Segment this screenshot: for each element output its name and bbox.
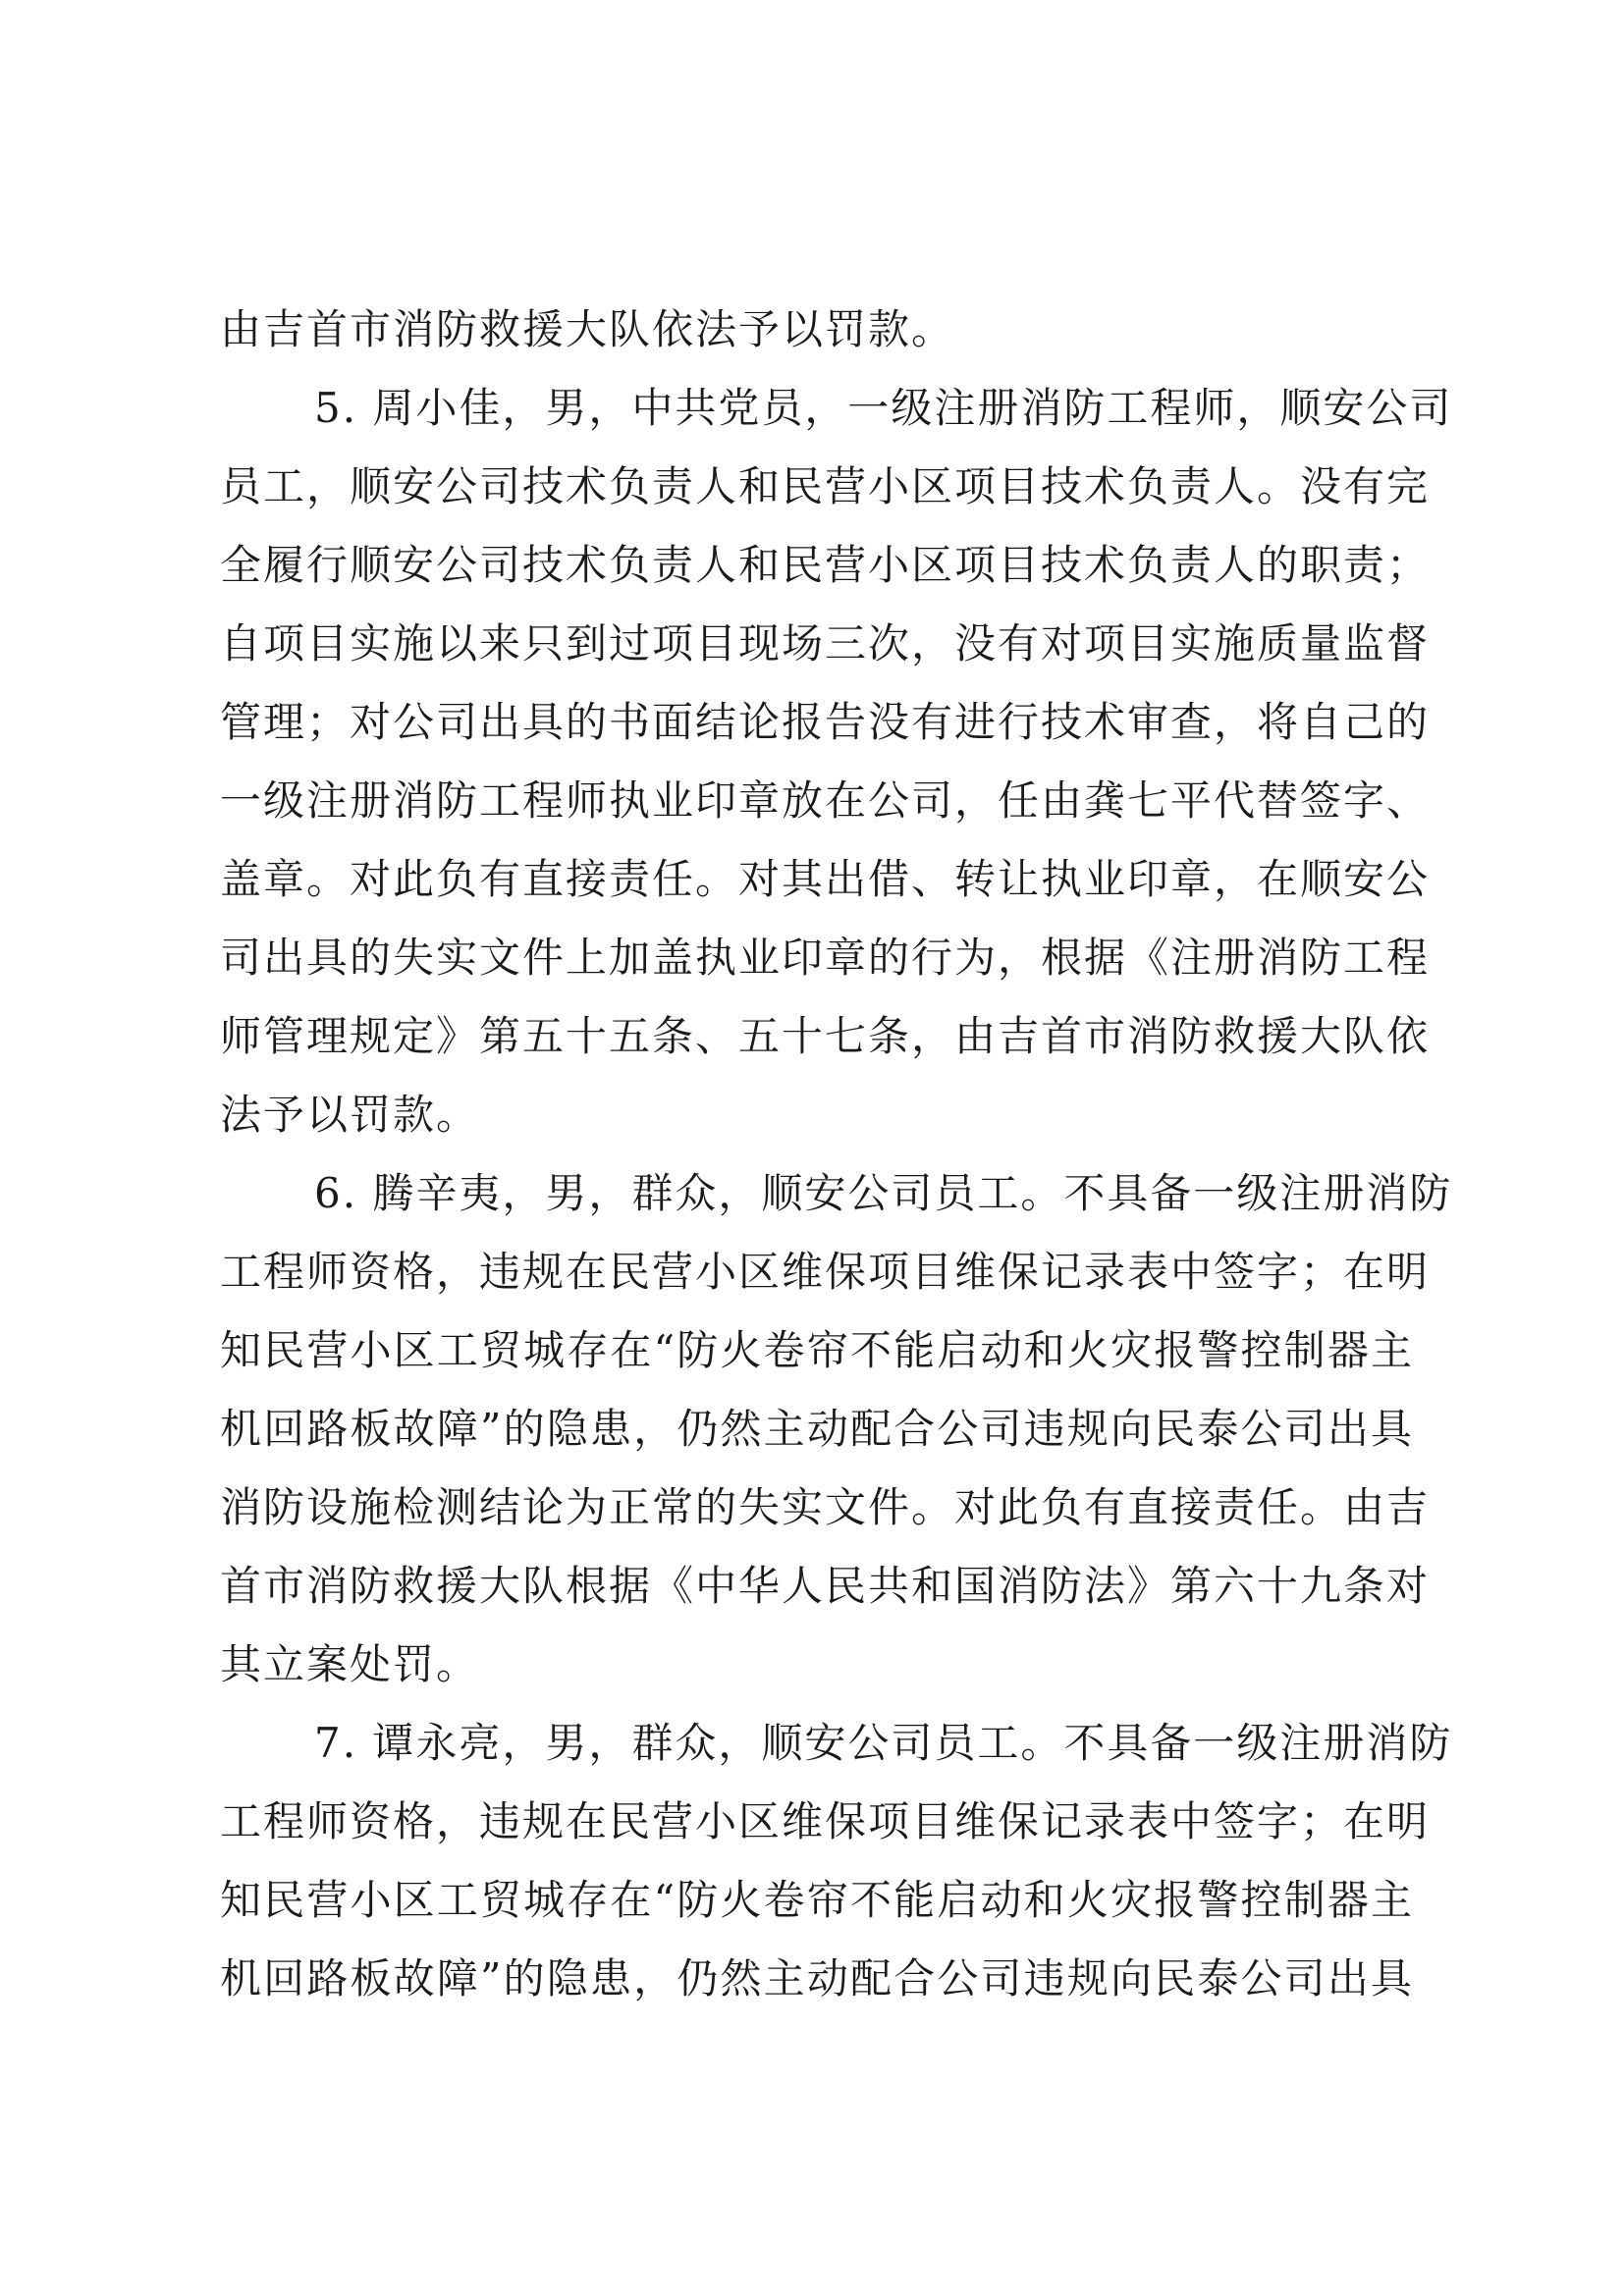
text-line: 师管理规定》第五十五条、五十七条，由吉首市消防救援大队依 [220,1012,1431,1060]
text-line: 其立案处罚。 [220,1640,480,1688]
text-line: 一级注册消防工程师执业印章放在公司，任由龚七平代替签字、 [220,776,1431,825]
text-line: 由吉首市消防救援大队依法予以罚款。 [220,305,955,353]
text-line: 5. 周小佳，男，中共党员，一级注册消防工程师，顺安公司 [314,384,1453,432]
text-line: 机回路板故障”的隐患，仍然主动配合公司违规向民泰公司出具 [220,1405,1414,1453]
text-line: 机回路板故障”的隐患，仍然主动配合公司违规向民泰公司出具 [220,1954,1414,2002]
text-line: 消防设施检测结论为正常的失实文件。对此负有直接责任。由吉 [220,1483,1431,1531]
text-line: 管理；对公司出具的书面结论报告没有进行技术审查，将自己的 [220,698,1431,746]
text-line: 法予以罚款。 [220,1091,480,1139]
text-line: 司出具的失实文件上加盖执业印章的行为，根据《注册消防工程 [220,934,1431,982]
text-line: 员工，顺安公司技术负责人和民营小区项目技术负责人。没有完 [220,462,1431,510]
text-line: 盖章。对此负有直接责任。对其出借、转让执业印章，在顺安公 [220,855,1431,903]
text-line: 首市消防救援大队根据《中华人民共和国消防法》第六十九条对 [220,1562,1431,1610]
text-line: 6. 腾辛夷，男，群众，顺安公司员工。不具备一级注册消防 [314,1169,1453,1217]
text-line: 工程师资格，违规在民营小区维保项目维保记录表中签字；在明 [220,1248,1431,1296]
text-line: 7. 谭永亮，男，群众，顺安公司员工。不具备一级注册消防 [314,1719,1453,1767]
text-line: 知民营小区工贸城存在“防火卷帘不能启动和火灾报警控制器主 [220,1326,1414,1374]
text-line: 知民营小区工贸城存在“防火卷帘不能启动和火灾报警控制器主 [220,1876,1414,1924]
text-line: 自项目实施以来只到过项目现场三次，没有对项目实施质量监督 [220,619,1431,667]
text-line: 工程师资格，违规在民营小区维保项目维保记录表中签字；在明 [220,1797,1431,1845]
body-text [220,291,1453,2018]
text-line: 全履行顺安公司技术负责人和民营小区项目技术负责人的职责； [220,541,1431,589]
